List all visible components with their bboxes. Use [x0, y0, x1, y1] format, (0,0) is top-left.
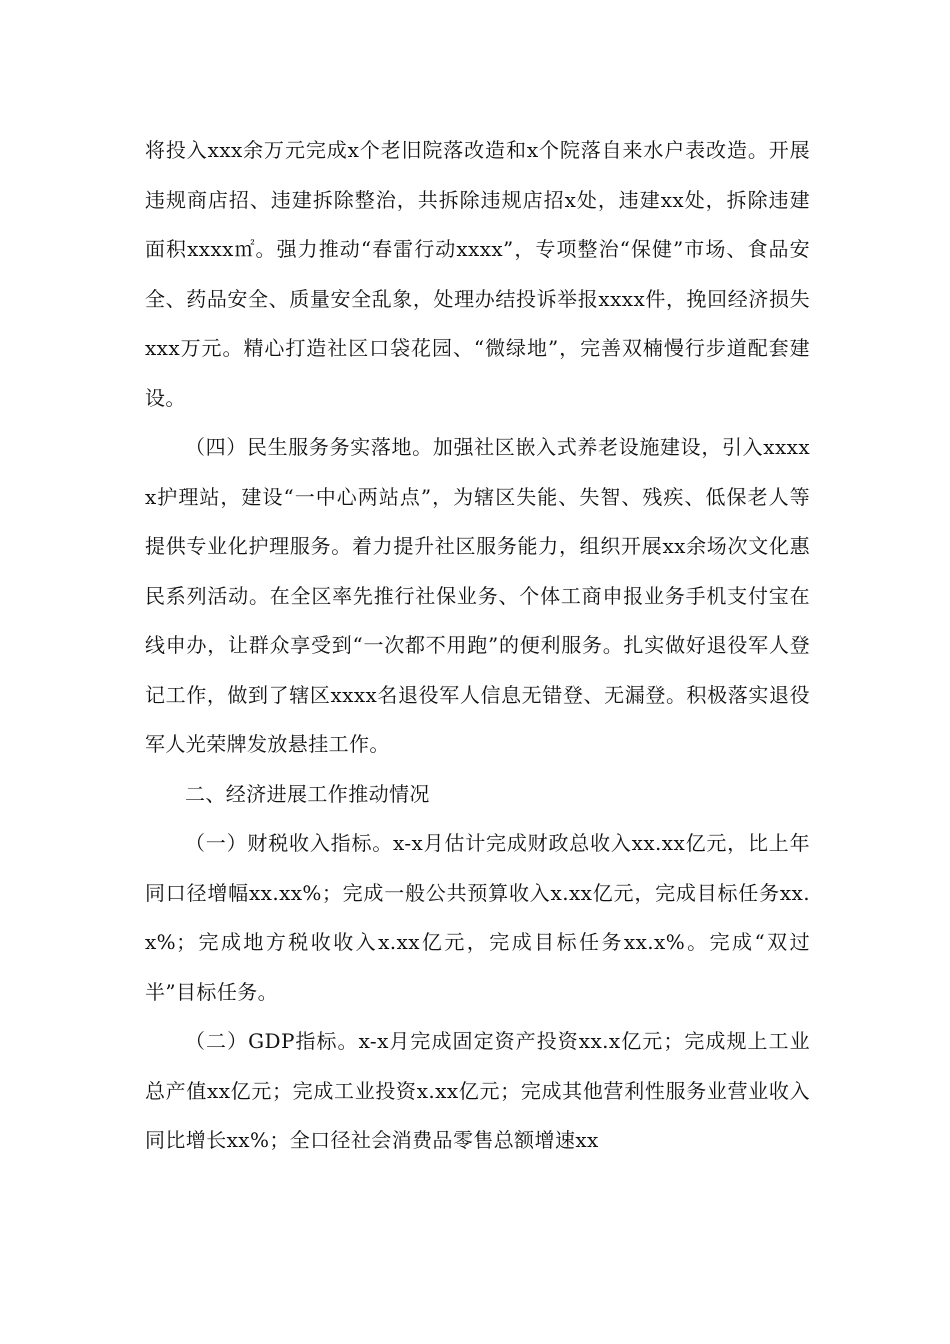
document-page	[145, 126, 810, 1166]
paragraph-fiscal-revenue: （一）财税收入指标。x-x月估计完成财政总收入xx.xx亿元，比上年同口径增幅xx.xx%；完成一般公共预算收入x.xx亿元，完成目标任务xx.x%；完成地方税收收入x.xx亿元，完成目标任务xx.x%。完成“双过半”目标任务。	[145, 831, 810, 1004]
paragraph-gdp-indicators: （二）GDP指标。x-x月完成固定资产投资xx.x亿元；完成规上工业总产值xx亿元；完成工业投资x.xx亿元；完成其他营利性服务业营业收入同比增长xx%；全口径社会消费品零售总额增速xx	[145, 1029, 810, 1152]
paragraph-continuation: 将投入xxx余万元完成x个老旧院落改造和x个院落自来水户表改造。开展违规商店招、违建拆除整治，共拆除违规店招x处，违建xx处，拆除违建面积xxxx㎡。强力推动“春雷行动xxxx”，专项整治“保健”市场、食品安全、药品安全、质量安全乱象，处理办结投诉举报xxxx件，挽回经济损失xxx万元。精心打造社区口袋花园、“微绿地”，完善双楠慢行步道配套建设。	[145, 138, 810, 410]
paragraph-livelihood-services: （四）民生服务务实落地。加强社区嵌入式养老设施建设，引入xxxxx护理站，建设“一中心两站点”，为辖区失能、失智、残疾、低保老人等提供专业化护理服务。着力提升社区服务能力，组织开展xx余场次文化惠民系列活动。在全区率先推行社保业务、个体工商申报业务手机支付宝在线申办，让群众享受到“一次都不用跑”的便利服务。扎实做好退役军人登记工作，做到了辖区xxxx名退役军人信息无错登、无漏登。积极落实退役军人光荣牌发放悬挂工作。	[145, 435, 810, 756]
section-heading-economy: 二、经济进展工作推动情况	[185, 781, 430, 806]
